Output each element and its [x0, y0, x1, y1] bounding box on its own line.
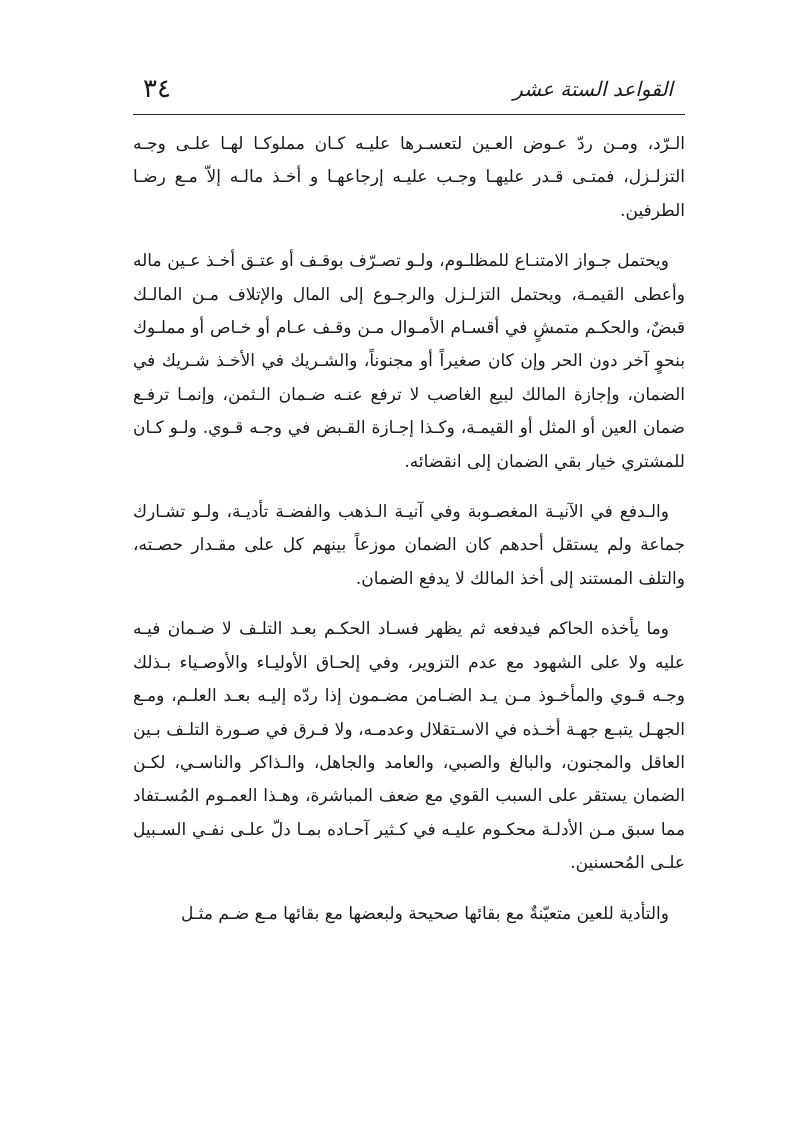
paragraph: الـرّد، ومـن ردّ عـوض العـين لتعسـرها عليـه كـان مملوكـا لهـا علـى وجـه التزلـزل، فمتـى قـدر عليهـا وجـب عليـه إرجاعهـا و أخـذ مالـه إلاّ مـع رضـا الطرفين. [133, 134, 685, 221]
page-number: ٣٤ [143, 74, 171, 104]
page-header [133, 70, 685, 110]
header-divider [133, 114, 685, 115]
paragraph: ويحتمل جـواز الامتنـاع للمظلـوم، ولـو تصـرّف بوقـف أو عتـق أخـذ عـين ماله وأعطى القيمـة، ويحتمل التزلـزل والرجـوع إلى المال والإتلاف مـن المالـك قبضٌ، والحكـم متمشٍ في أقسـام الأمـوال مـن وقـف عـام أو خـاص أو مملـوك بنحوٍ آخر دون الحر وإن كان صغيراً أو مجنوناً، والشـريك في الأخـذ شـريك في الضمان، وإجازة المالك لبيع الغاصب لا ترفع عنـه ضـمان الـثمن، وإنمـا ترفـع ضمان العين أو المثل أو القيمـة، وكـذا إجـازة القـبض في وجـه قـوي. ولـو كـان للمشتري خيار بقي الضمان إلى انقضائه. [133, 251, 685, 472]
paragraph: والـدفع في الآنيـة المغصـوبة وفي آنيـة الـذهب والفضـة تأديـة، ولـو تشـارك جماعة ولم يستقل أحدهم كان الضمان موزعاً بينهم كل على مقـدار حصـته، والتلف المستند إلى أخذ المالك لا يدفع الضمان. [133, 502, 685, 589]
body-text [133, 128, 685, 948]
running-title: القواعد الستة عشر [513, 77, 673, 101]
paragraph: وما يأخذه الحاكم فيدفعه ثم يظهر فسـاد الحكـم بعـد التلـف لا ضـمان فيـه عليه ولا على الشهود مع عدم التزوير، وفي إلحـاق الأوليـاء والأوصـياء بـذلك وجـه قـوي والمأخـوذ مـن يـد الضـامن مضـمون إذا ردّه إليـه بعـد العلـم، ومـع الجهـل يتبـع جهـة أخـذه في الاسـتقلال وعدمـه، ولا فـرق في صـورة التلـف بـين العاقل والمجنون، والبالغ والصبي، والعامد والجاهل، والـذاكر والناسـي، لكـن الضمان يستقر على السبب القوي مع ضعف المباشرة، وهـذا العمـوم المُسـتفاد مما سبق مـن الأدلـة محكـوم عليـه في كـثير آحـاده بمـا دلّ علـى نفـي السـبيل علـى المُحسنين. [133, 619, 685, 874]
paragraph: والتأدية للعين متعيّنةٌ مع بقائها صحيحة ولبعضها مع بقائها مـع ضـم مثـل [180, 903, 669, 924]
